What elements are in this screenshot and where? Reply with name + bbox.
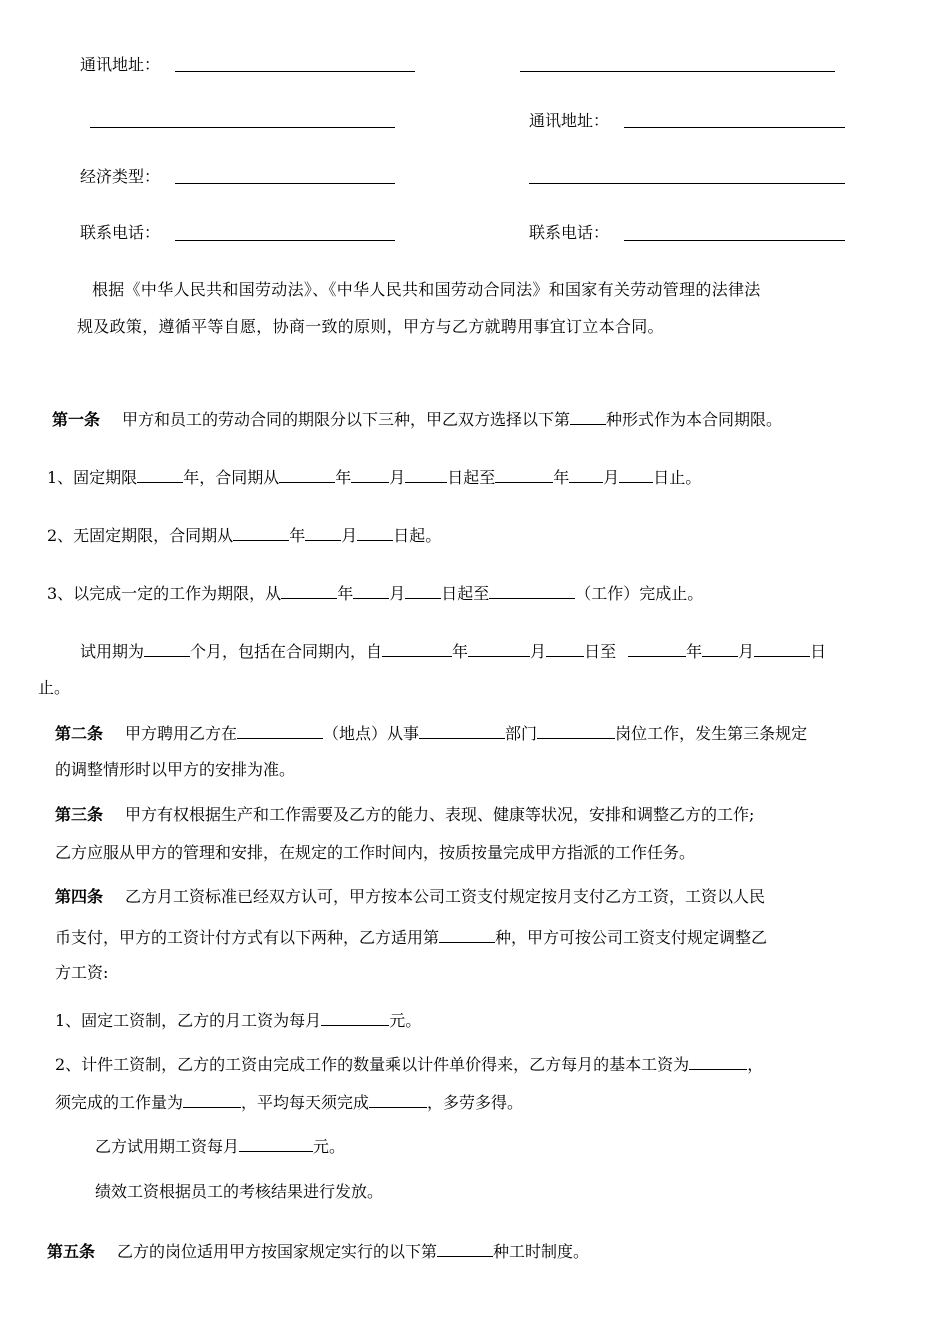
item1-years-blank[interactable] — [137, 466, 183, 483]
probation-salary-text: 元。 — [313, 1137, 346, 1156]
article3-text: 甲方有权根据生产和工作需要及乙方的能力、表现、健康等状况，安排和调整乙方的工作; — [125, 805, 755, 824]
article5-text: 乙方的岗位适用甲方按国家规定实行的以下第 — [117, 1242, 438, 1261]
item1-text: 年 — [335, 468, 352, 487]
item3-month-blank[interactable] — [353, 582, 389, 599]
address-field-left-line2[interactable] — [90, 127, 395, 128]
article3-title: 第三条 — [55, 805, 104, 824]
article4-line2 — [55, 926, 767, 948]
article1-item3 — [47, 582, 703, 604]
article2-line2: 的调整情形时以甲方的安排为准。 — [55, 760, 296, 779]
article1-text-b: 种形式作为本合同期限。 — [606, 410, 783, 429]
item1-end-day-blank[interactable] — [619, 466, 653, 483]
item3-text: 3、以完成一定的工作为期限，从 — [47, 584, 282, 603]
probation-salary-text: 乙方试用期工资每月 — [95, 1137, 240, 1156]
item3-text: 月 — [389, 584, 406, 603]
article1-item2 — [47, 524, 441, 546]
article4-text: 乙方月工资标准已经双方认可，甲方按本公司工资支付规定按月支付乙方工资，工资以人民 — [125, 887, 766, 906]
item1-text: 月 — [603, 468, 620, 487]
article4-text: 币支付，甲方的工资计付方式有以下两种，乙方适用第 — [55, 928, 440, 947]
article4-item2-text: 须完成的工作量为 — [55, 1093, 184, 1112]
intro-line1: 根据《中华人民共和国劳动法》、《中华人民共和国劳动合同法》和国家有关劳动管理的法律法 — [92, 280, 761, 299]
article4-item2-line1 — [55, 1053, 763, 1075]
econ-type-label: 经济类型： — [80, 167, 161, 186]
article1-heading — [52, 408, 782, 430]
article4-method-blank[interactable] — [439, 926, 495, 943]
phone-field-right[interactable] — [624, 240, 845, 241]
phone-label-left: 联系电话： — [80, 223, 161, 242]
address-field-left[interactable] — [175, 71, 415, 72]
item2-text: 月 — [341, 526, 358, 545]
article1-probation — [80, 640, 826, 662]
article5-title: 第五条 — [47, 1242, 96, 1261]
article4-item2-line2 — [55, 1091, 523, 1113]
article5-system-blank[interactable] — [437, 1240, 493, 1257]
article1-item1 — [47, 466, 701, 488]
item1-start-day-blank[interactable] — [405, 466, 447, 483]
address-field-right-line1[interactable] — [520, 71, 835, 72]
item2-text: 2、无固定期限，合同期从 — [47, 526, 234, 545]
item1-text: 日起至 — [447, 468, 496, 487]
article2-text: （地点）从事 — [323, 724, 420, 743]
article4-title: 第四条 — [55, 887, 104, 906]
probation-text: 个月，包括在合同期内，自 — [190, 642, 383, 661]
article4-item1-text: 元。 — [389, 1011, 422, 1030]
article1-text-a: 甲方和员工的劳动合同的期限分以下三种，甲乙双方选择以下第 — [122, 410, 571, 429]
item1-text: 1、固定期限 — [47, 468, 138, 487]
probation-text: 日 — [810, 642, 827, 661]
article4-item2-text: ，多劳多得。 — [427, 1093, 524, 1112]
item3-text: （工作）完成止。 — [575, 584, 704, 603]
item1-start-year-blank[interactable] — [279, 466, 335, 483]
article1-title: 第一条 — [52, 410, 101, 429]
workload-blank[interactable] — [183, 1091, 241, 1108]
probation-end-month-blank[interactable] — [702, 640, 738, 657]
item1-text: 年，合同期从 — [183, 468, 280, 487]
item1-start-month-blank[interactable] — [351, 466, 389, 483]
item1-end-month-blank[interactable] — [569, 466, 603, 483]
probation-start-day-blank[interactable] — [546, 640, 584, 657]
item1-text: 月 — [389, 468, 406, 487]
item2-text: 日起。 — [393, 526, 442, 545]
article2-location-blank[interactable] — [237, 722, 323, 739]
article4-performance: 绩效工资根据员工的考核结果进行发放。 — [95, 1182, 384, 1201]
item1-end-year-blank[interactable] — [495, 466, 553, 483]
article4-item1-text: 1、固定工资制，乙方的月工资为每月 — [55, 1011, 322, 1030]
probation-text: 年 — [452, 642, 469, 661]
article2-text: 部门 — [505, 724, 538, 743]
article3-line1 — [55, 805, 754, 825]
probation-text: 日至 — [584, 642, 617, 661]
econ-type-field[interactable] — [175, 183, 395, 184]
base-salary-blank[interactable] — [689, 1053, 747, 1070]
intro-line2: 规及政策，遵循平等自愿，协商一致的原则，甲方与乙方就聘用事宜订立本合同。 — [77, 317, 664, 336]
probation-months-blank[interactable] — [144, 640, 190, 657]
daily-workload-blank[interactable] — [369, 1091, 427, 1108]
econ-type-field-right[interactable] — [529, 183, 845, 184]
article2-text: 甲方聘用乙方在 — [125, 724, 238, 743]
item2-text: 年 — [289, 526, 306, 545]
article2-title: 第二条 — [55, 724, 104, 743]
item3-text: 年 — [337, 584, 354, 603]
item3-work-blank[interactable] — [489, 582, 575, 599]
article4-line3: 方工资: — [55, 963, 109, 982]
article1-form-blank[interactable] — [570, 408, 606, 425]
item2-day-blank[interactable] — [357, 524, 393, 541]
probation-end-day-blank[interactable] — [754, 640, 810, 657]
article4-text: 种，甲方可按公司工资支付规定调整乙 — [495, 928, 768, 947]
item2-month-blank[interactable] — [305, 524, 341, 541]
article5-text: 种工时制度。 — [493, 1242, 590, 1261]
address-field-right[interactable] — [624, 127, 845, 128]
article2-position-blank[interactable] — [537, 722, 615, 739]
probation-salary-blank[interactable] — [239, 1135, 313, 1152]
probation-text: 试用期为 — [80, 642, 145, 661]
article4-probation-salary — [95, 1135, 345, 1157]
probation-text: 月 — [738, 642, 755, 661]
article2-text: 岗位工作，发生第三条规定 — [615, 724, 808, 743]
probation-end-year-blank[interactable] — [628, 640, 686, 657]
item1-text: 年 — [553, 468, 570, 487]
item2-year-blank[interactable] — [233, 524, 289, 541]
address-label-right: 通讯地址： — [529, 111, 610, 130]
probation-end-text: 止。 — [38, 678, 71, 697]
article2-line1 — [55, 722, 807, 744]
article4-item2-text: 2、计件工资制，乙方的工资由完成工作的数量乘以计件单价得来，乙方每月的基本工资为 — [55, 1055, 690, 1074]
article2-department-blank[interactable] — [419, 722, 505, 739]
phone-label-right: 联系电话： — [529, 223, 610, 242]
phone-field-left[interactable] — [175, 240, 395, 241]
address-label-left: 通讯地址： — [80, 55, 161, 74]
article4-item2-text: ， — [747, 1055, 764, 1074]
article3-line2: 乙方应服从甲方的管理和安排，在规定的工作时间内，按质按量完成甲方指派的工作任务。 — [55, 843, 696, 862]
article4-line1 — [55, 887, 765, 907]
article5-line1 — [47, 1240, 589, 1262]
probation-start-year-blank[interactable] — [382, 640, 452, 657]
article4-item1 — [55, 1009, 421, 1031]
article4-item2-text: ，平均每天须完成 — [241, 1093, 370, 1112]
probation-text: 年 — [686, 642, 703, 661]
item3-day-blank[interactable] — [405, 582, 441, 599]
fixed-salary-blank[interactable] — [321, 1009, 389, 1026]
probation-start-month-blank[interactable] — [468, 640, 530, 657]
probation-text: 月 — [530, 642, 547, 661]
item1-text: 日止。 — [653, 468, 702, 487]
item3-year-blank[interactable] — [281, 582, 337, 599]
item3-text: 日起至 — [441, 584, 490, 603]
